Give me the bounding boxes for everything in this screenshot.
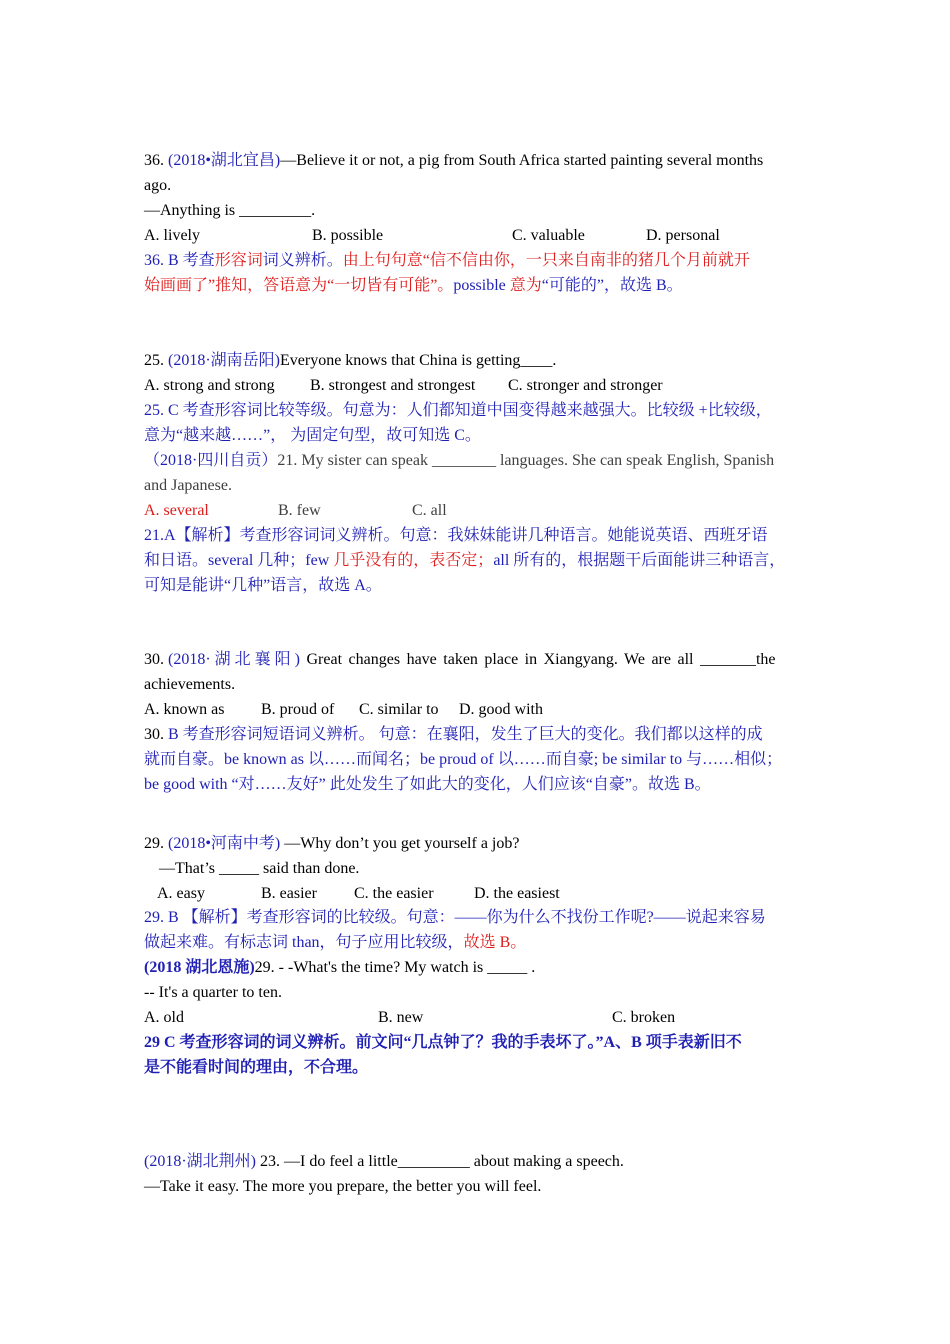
q21-answer-line-3: 可知是能讲“几种”语言，故选 A。 bbox=[144, 577, 382, 594]
q29b-option-b: B. new bbox=[378, 1009, 424, 1026]
q36-option-b: B. possible bbox=[312, 227, 384, 244]
q36-answer-text: 意为 bbox=[509, 277, 542, 294]
q30-answer-number: 30. bbox=[144, 726, 168, 743]
q21-answer-text: all 所有的，根据题干后面能讲三种语言， bbox=[493, 552, 786, 569]
q30-answer-text: B 考查形容词短语词义辨析。 句意：在襄阳，发生了巨大的变化。我们都以这样的成 bbox=[168, 726, 763, 743]
q29b-source: (2018 湖北恩施) bbox=[144, 959, 255, 976]
q25-option-c: C. stronger and stronger bbox=[508, 377, 663, 394]
q21-stem-line-2: and Japanese. bbox=[144, 477, 232, 494]
q36-option-a: A. lively bbox=[144, 227, 200, 244]
q21-answer-text: 和日语。several 几种；few bbox=[144, 552, 334, 569]
q30-stem-text: Great changes have taken place in Xiangyang. We are all _______the bbox=[300, 651, 776, 668]
q30-option-b: B. proud of bbox=[261, 701, 335, 718]
q29-option-a: A. easy bbox=[157, 885, 205, 902]
q36-stem-line-1 bbox=[144, 151, 808, 171]
q29-answer-conclusion: 故选 B。 bbox=[463, 934, 527, 951]
q25-answer-line-1: 25. C 考查形容词比较等级。句意为：人们都知道中国变得越来越强大。比较级 +比较级， bbox=[144, 402, 772, 419]
q21-answer-line-1: 21.A【解析】考查形容词词义辨析。句意：我妹妹能讲几种语言。她能说英语、西班牙语 bbox=[144, 527, 768, 544]
q29-stem-line-1 bbox=[144, 834, 808, 854]
q30-answer-line-3: be good with “对……友好” 此处发生了如此大的变化，人们应该“自豪”。故选 B。 bbox=[144, 776, 711, 793]
q30-answer-line-2: 就而自豪。be known as 以……而闻名；be proud of 以……而自豪; be similar to 与……相似； bbox=[144, 751, 783, 768]
q30-number: 30. bbox=[144, 651, 168, 668]
q36-answer-highlight: 由上句句意“信不信由你，一只来自南非的猪几个月前就开 bbox=[342, 252, 750, 269]
q29-stem-text: —Why don’t you get yourself a job? bbox=[280, 835, 520, 852]
q29b-stem-line-2: -- It's a quarter to ten. bbox=[144, 984, 282, 1001]
q36-answer-conclusion: “可能的”，故选 B。 bbox=[541, 277, 683, 294]
q30-option-d: D. good with bbox=[459, 701, 543, 718]
q23-stem-text: 23. —I do feel a little_________ about making a speech. bbox=[256, 1153, 624, 1170]
q21-stem-line-1 bbox=[144, 451, 808, 471]
q21-answer-highlight: 几乎没有的，表否定； bbox=[333, 552, 494, 569]
q36-option-c: C. valuable bbox=[512, 227, 585, 244]
q21-source: （2018·四川自贡） bbox=[144, 452, 278, 469]
q36-answer-text: 始画画了”推知，答语意为“一切皆有可能”。 bbox=[144, 277, 454, 294]
q36-answer-text: 词义辨析。 bbox=[262, 252, 343, 269]
q29-answer-line-1: 29. B 【解析】考查形容词的比较级。句意：——你为什么不找份工作呢?——说起来容易 bbox=[144, 909, 766, 926]
q30-stem-line-2: achievements. bbox=[144, 676, 236, 693]
q21-stem-text: 21. My sister can speak ________ languages. She can speak English, Spanish bbox=[277, 452, 775, 469]
q23-stem-line-1 bbox=[144, 1152, 808, 1172]
q36-stem-line-2: ago. bbox=[144, 177, 172, 194]
q25-stem-text: Everyone knows that China is getting____. bbox=[280, 352, 557, 369]
q29b-option-c: C. broken bbox=[612, 1009, 676, 1026]
q29b-stem-text: 29. - -What's the time? My watch is _____ . bbox=[254, 959, 536, 976]
q36-stem-line-3: —Anything is _________. bbox=[144, 202, 316, 219]
q30-option-a: A. known as bbox=[144, 701, 225, 718]
q29b-answer-line-1: 29 C 考查形容词的词义辨析。前文问“几点钟了？我的手表坏了。”A、B 项手表新旧不 bbox=[144, 1034, 742, 1051]
q36-answer-line-2 bbox=[144, 276, 808, 296]
q36-number: 36. bbox=[144, 152, 168, 169]
q36-option-d: D. personal bbox=[646, 227, 720, 244]
q29-option-d: D. the easiest bbox=[474, 885, 560, 902]
q36-answer-keyword: possible bbox=[453, 277, 510, 294]
q29-option-b: B. easier bbox=[261, 885, 317, 902]
q21-answer-line-2 bbox=[144, 551, 808, 571]
q21-option-a: A. several bbox=[144, 502, 209, 519]
q21-option-b: B. few bbox=[278, 502, 321, 519]
q36-answer-highlight: 形容词 bbox=[214, 252, 263, 269]
q29b-answer-line-2: 是不能看时间的理由，不合理。 bbox=[144, 1059, 369, 1076]
q30-option-c: C. similar to bbox=[359, 701, 439, 718]
q25-number: 25. bbox=[144, 352, 168, 369]
q36-source: (2018•湖北宜昌) bbox=[168, 152, 281, 169]
q29-number: 29. bbox=[144, 835, 168, 852]
q25-source: (2018·湖南岳阳) bbox=[168, 352, 280, 369]
q29b-stem-line-1 bbox=[144, 958, 808, 978]
q36-stem-text: —Believe it or not, a pig from South Africa started painting several months bbox=[280, 152, 764, 169]
q30-source: (2018· 湖 北 襄 阳 ) bbox=[168, 651, 300, 668]
q30-stem-line-1 bbox=[144, 650, 808, 670]
q36-answer-text: 36. B 考查 bbox=[144, 252, 215, 269]
q36-answer-line-1 bbox=[144, 251, 808, 271]
q25-stem-line-1 bbox=[144, 351, 808, 371]
q25-option-a: A. strong and strong bbox=[144, 377, 275, 394]
q25-answer-line-2: 意为“越来越……”， 为固定句型，故可知选 C。 bbox=[144, 427, 481, 444]
q29-stem-line-2: —That’s _____ said than done. bbox=[159, 860, 360, 877]
q23-stem-line-2: —Take it easy. The more you prepare, the better you will feel. bbox=[144, 1178, 542, 1195]
q29-answer-line-2 bbox=[144, 933, 808, 953]
q21-option-c: C. all bbox=[412, 502, 447, 519]
q29b-option-a: A. old bbox=[144, 1009, 184, 1026]
q29-answer-text: 做起来难。有标志词 than，句子应用比较级， bbox=[144, 934, 464, 951]
q25-option-b: B. strongest and strongest bbox=[310, 377, 476, 394]
q23-source: (2018·湖北荆州) bbox=[144, 1153, 256, 1170]
q29-option-c: C. the easier bbox=[354, 885, 434, 902]
q29-source: (2018•河南中考) bbox=[168, 835, 281, 852]
q30-answer-line-1 bbox=[144, 725, 808, 745]
